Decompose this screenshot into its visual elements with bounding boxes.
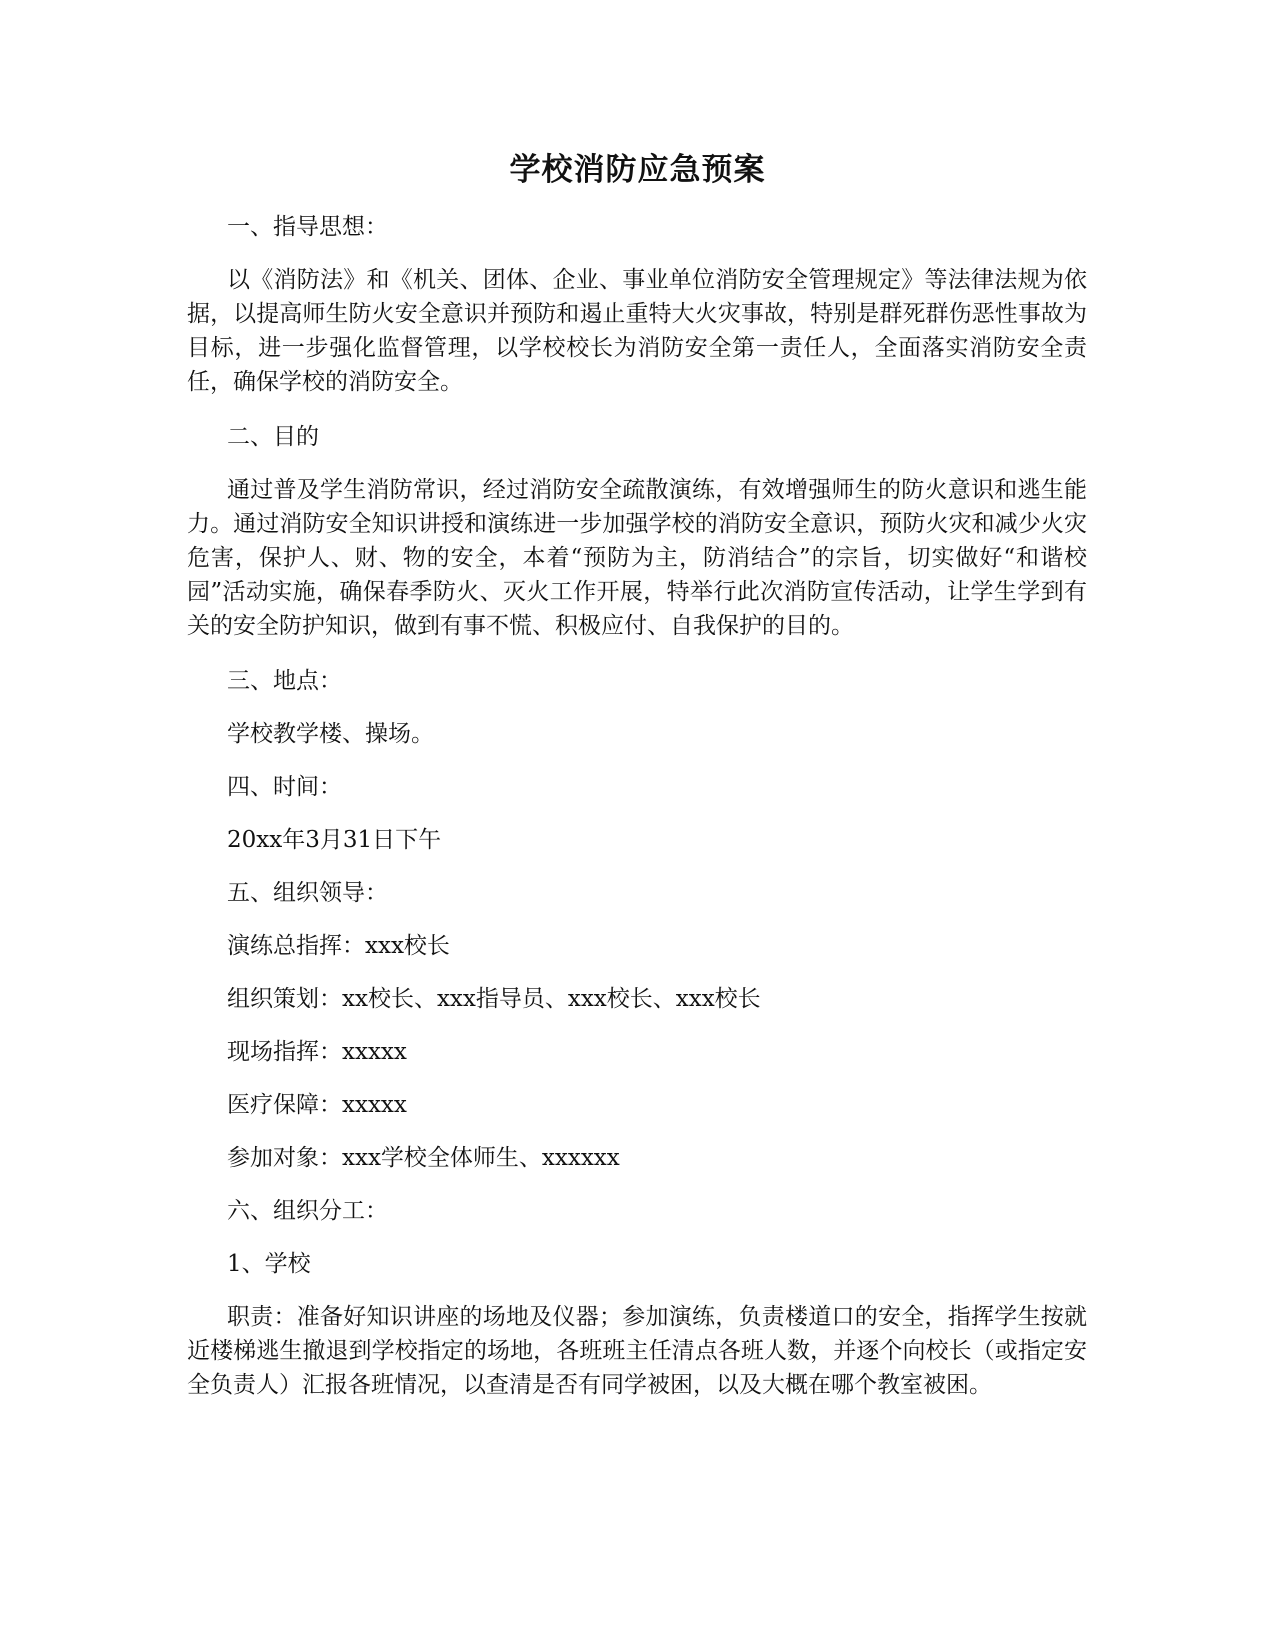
leadership-participants: 参加对象：xxx学校全体师生、xxxxxx [227, 1145, 620, 1171]
leadership-onsite: 现场指挥：xxxxx [227, 1039, 407, 1065]
paragraph-purpose: 通过普及学生消防常识，经过消防安全疏散演练，有效增强师生的防火意识和逃生能力。通过消防安全知识讲授和演练进一步加强学校的消防安全意识，预防火灾和减少火灾危害，保护人、财、物的安全，本着“预防为主，防消结合”的宗旨，切实做好“和谐校园”活动实施，确保春季防火、灭火工作开展，特举行此次消防宣传活动，让学生学到有关的安全防护知识，做到有事不慌、积极应付、自我保护的目的。 [187, 477, 1087, 639]
leadership-planning: 组织策划：xx校长、xxx指导员、xxx校长、xxx校长 [227, 986, 761, 1012]
time-value: 20xx年3月31日下午 [227, 827, 442, 853]
section-heading-division: 六、组织分工： [227, 1198, 388, 1224]
section-heading-time: 四、时间： [227, 774, 342, 800]
paragraph-guiding-ideology: 以《消防法》和《机关、团体、企业、事业单位消防安全管理规定》等法律法规为依据，以提高师生防火安全意识并预防和遏止重特大火灾事故，特别是群死群伤恶性事故为目标，进一步强化监督管理，以学校校长为消防安全第一责任人，全面落实消防安全责任，确保学校的消防安全。 [187, 267, 1087, 395]
section-heading-location: 三、地点： [227, 668, 342, 694]
document-title: 学校消防应急预案 [509, 152, 766, 188]
location-value: 学校教学楼、操场。 [227, 721, 434, 747]
section-heading-leadership: 五、组织领导： [227, 880, 388, 906]
paragraph-school-duty: 职责：准备好知识讲座的场地及仪器；参加演练，负责楼道口的安全，指挥学生按就近楼梯逃生撤退到学校指定的场地，各班班主任清点各班人数，并逐个向校长（或指定安全负责人）汇报各班情况，以查清是否有同学被困，以及大概在哪个教室被困。 [187, 1304, 1087, 1398]
leadership-medical: 医疗保障：xxxxx [227, 1092, 407, 1118]
section-heading-guiding-ideology: 一、指导思想： [227, 214, 388, 240]
document-body [187, 210, 1087, 1423]
section-heading-purpose: 二、目的 [227, 424, 319, 450]
leadership-commander: 演练总指挥：xxx校长 [227, 933, 450, 959]
division-item-school: 1、学校 [227, 1251, 311, 1277]
